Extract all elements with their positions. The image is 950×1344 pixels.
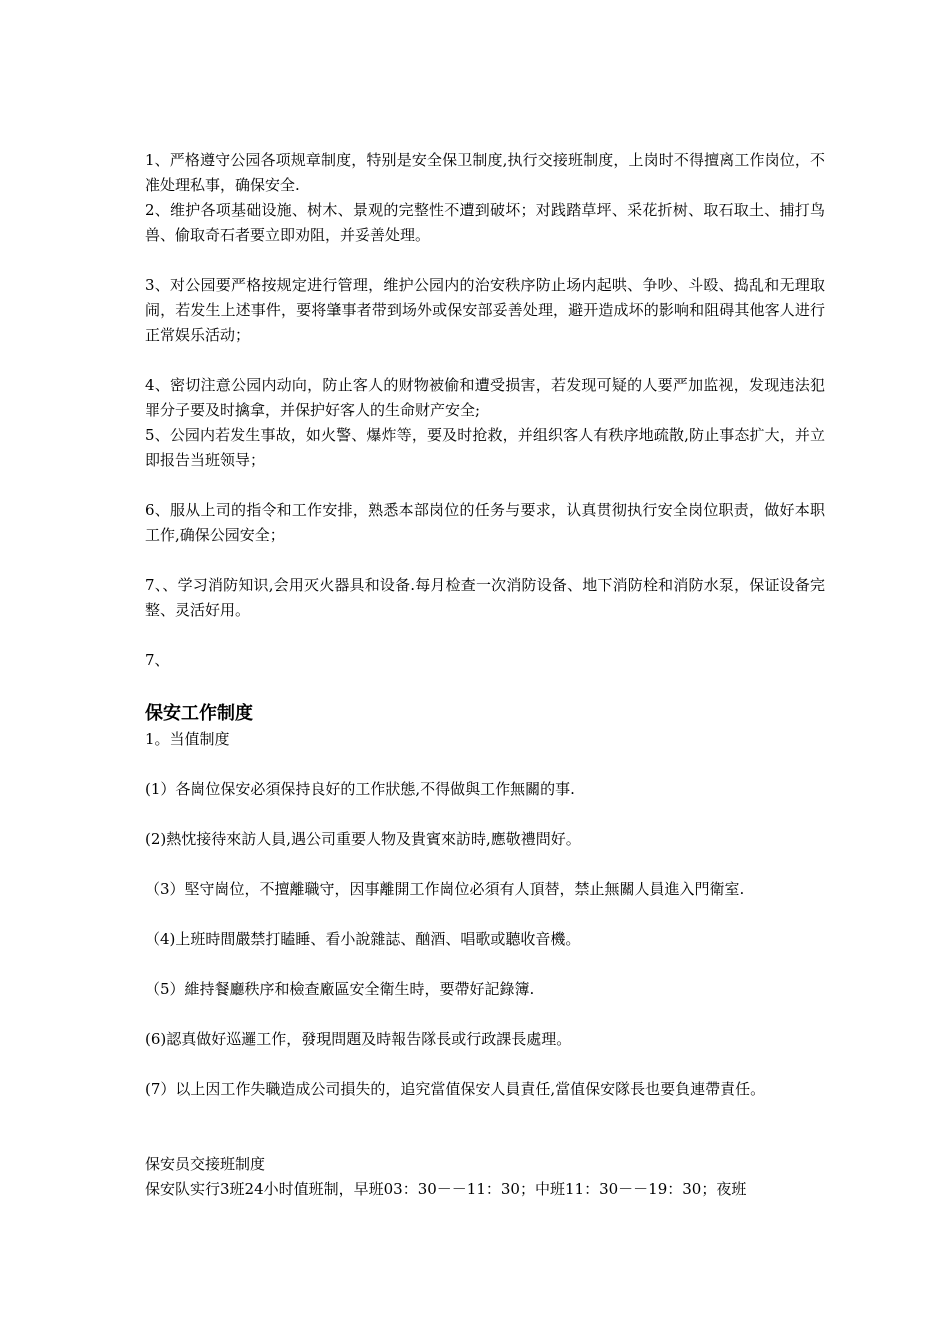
rule-paragraph-3: 3、对公园要严格按规定进行管理，维护公园内的治安秩序防止场内起哄、争吵、斗殴、捣乱和无理取闹，若发生上述事件，要将肇事者带到场外或保安部妥善处理，避开造成坏的影响和阻碍其他客人进行正常娱乐活动；: [145, 276, 825, 344]
section-subtitle: 1。当值制度: [145, 730, 230, 748]
spacer: [145, 802, 825, 827]
rule-paragraph-7: 7、、学习消防知识,会用灭火器具和设备.每月检查一次消防设备、地下消防栓和消防水泵，保证设备完整、灵活好用。: [145, 576, 825, 619]
spacer: [145, 1127, 825, 1152]
spacer: [145, 1002, 825, 1027]
duty-item-7: (7）以上因工作失職造成公司損失的，追究當值保安人員責任,當值保安隊長也要負連帶責任。: [145, 1080, 766, 1098]
duty-item-6: (6)認真做好巡邏工作，發現問題及時報告隊長或行政課長處理。: [145, 1030, 572, 1048]
rule-paragraph-4: 4、密切注意公园内动向，防止客人的财物被偷和遭受损害，若发现可疑的人要严加监视，发现违法犯罪分子要及时擒拿，并保护好客人的生命财产安全;: [145, 376, 825, 419]
spacer: [145, 852, 825, 877]
spacer: [145, 902, 825, 927]
spacer: [145, 473, 825, 498]
rule-paragraph-8: 7、: [145, 651, 170, 669]
handover-text: 保安队实行3班24小时值班制，早班03：30－－11：30；中班11：30－－19：30；夜班: [145, 1180, 747, 1198]
duty-item-2: (2)熱忱接待來訪人員,遇公司重要人物及貴賓來訪時,應敬禮問好。: [145, 830, 581, 848]
section-title: 保安工作制度: [145, 703, 253, 724]
spacer: [145, 952, 825, 977]
duty-item-4: （4)上班時間嚴禁打瞌睡、看小說雜誌、酗酒、唱歌或聽收音機。: [145, 930, 581, 948]
rule-paragraph-2: 2、维护各项基础设施、树木、景观的完整性不遭到破坏；对践踏草坪、采花折树、取石取土、捕打鸟兽、偷取奇石者要立即劝阻，并妥善处理。: [145, 201, 825, 244]
handover-title: 保安员交接班制度: [145, 1155, 266, 1173]
document-page: [145, 148, 825, 1202]
rule-paragraph-1: 1、严格遵守公园各项规章制度，特别是安全保卫制度,执行交接班制度，上岗时不得擅离工作岗位，不准处理私事，确保安全.: [145, 151, 825, 194]
spacer: [145, 1102, 825, 1127]
spacer: [145, 348, 825, 373]
spacer: [145, 548, 825, 573]
spacer: [145, 248, 825, 273]
duty-item-5: （5）維持餐廳秩序和檢查廠區安全衛生時，要帶好記錄簿.: [145, 980, 535, 998]
spacer: [145, 1052, 825, 1077]
duty-item-1: (1）各崗位保安必須保持良好的工作狀態,不得做與工作無關的事.: [145, 780, 575, 798]
rule-paragraph-5: 5、公园内若发生事故，如火警、爆炸等，要及时抢救，并组织客人有秩序地疏散,防止事态扩大，并立即报告当班领导；: [145, 426, 825, 469]
spacer: [145, 752, 825, 777]
rule-paragraph-6: 6、服从上司的指令和工作安排，熟悉本部岗位的任务与要求，认真贯彻执行安全岗位职责，做好本职工作,确保公园安全；: [145, 501, 825, 544]
duty-item-3: （3）堅守崗位，不擅離職守，因事離開工作崗位必須有人頂替，禁止無關人員進入門衛室.: [145, 880, 745, 898]
spacer: [145, 623, 825, 648]
spacer: [145, 673, 825, 695]
